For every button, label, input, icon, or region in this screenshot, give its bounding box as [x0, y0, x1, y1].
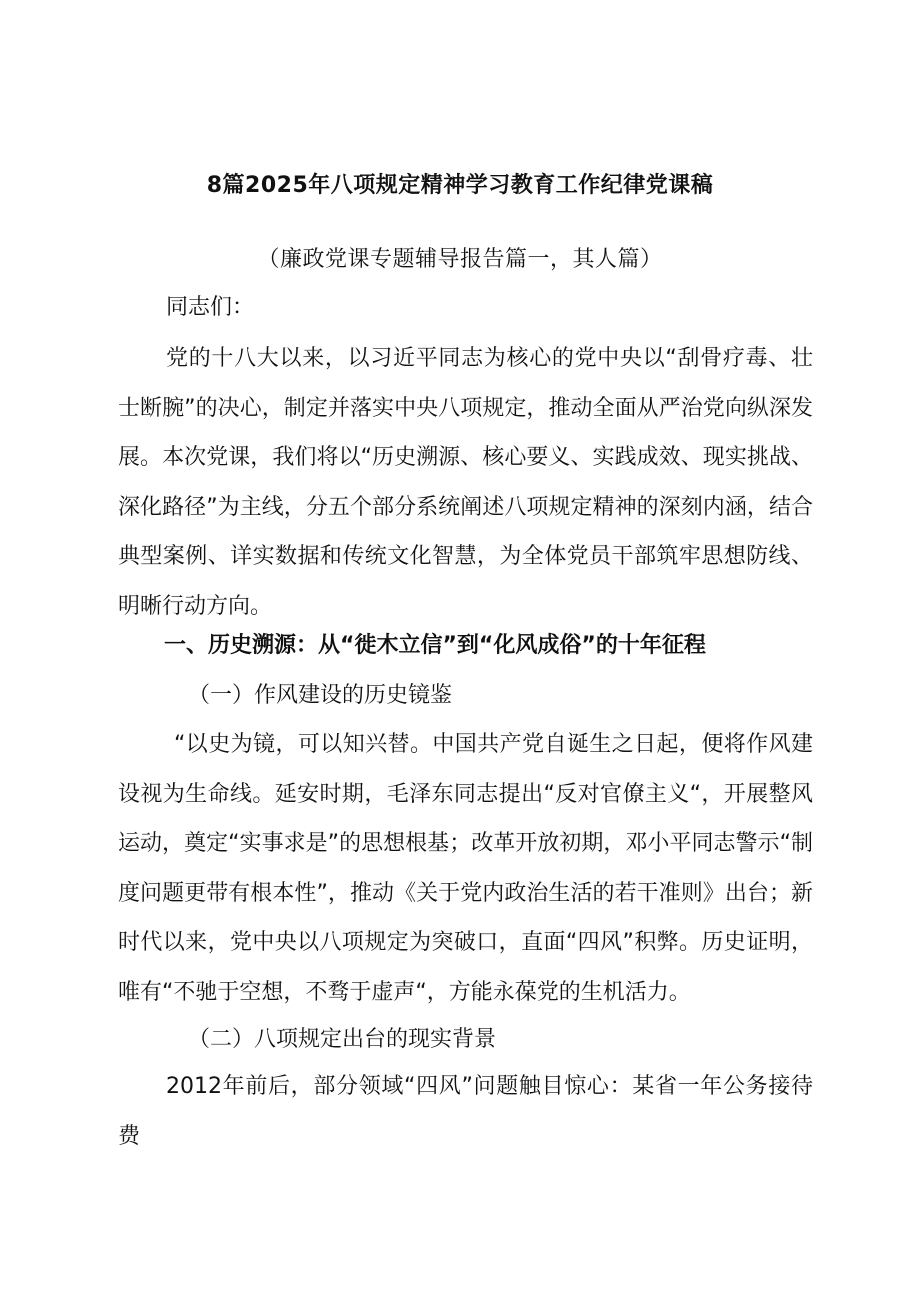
subsection-heading-2: （二）八项规定出台的现实背景	[188, 1027, 497, 1052]
document-title: 8篇2025年八项规定精神学习教育工作纪律党课稿	[206, 173, 714, 198]
intro-paragraph: 党的十八大以来，以习近平同志为核心的党中央以“刮骨疗毒、壮士断腕”的决心，制定并落实中央八项规定，推动全面从严治党向纵深发展。本次党课，我们将以“历史溯源、核心要义、实践成效、现实挑战、深化路径”为主线，分五个部分系统阐述八项规定精神的深刻内涵，结合典型案例、详实数据和传统文化智慧，为全体党员干部筑牢思想防线、明晰行动方向。	[118, 346, 813, 619]
document-subtitle: （廉政党课专题辅导报告篇一，其人篇）	[257, 247, 663, 272]
subsection-paragraph-2: 2012年前后，部分领域“四风”问题触目惊心：某省一年公务接待费	[118, 1074, 813, 1149]
greeting: 同志们：	[166, 295, 255, 320]
section-heading-1: 一、历史溯源：从“徙木立信”到“化风成俗”的十年征程	[164, 633, 706, 658]
subsection-heading-1: （一）作风建设的历史镜鉴	[188, 683, 453, 708]
subsection-paragraph-1: “以史为镜，可以知兴替。中国共产党自诞生之日起，便将作风建设视为生命线。延安时期，毛泽东同志提出“反对官僚主义“，开展整风运动，奠定“实事求是”的思想根基；改革开放初期，邓小平同志警示“制度问题更带有根本性”，推动《关于党内政治生活的若干准则》出台；新时代以来，党中央以八项规定为突破口，直面“四风”积弊。历史证明，唯有“不驰于空想，不骛于虚声“，方能永葆党的生机活力。	[118, 732, 813, 1005]
